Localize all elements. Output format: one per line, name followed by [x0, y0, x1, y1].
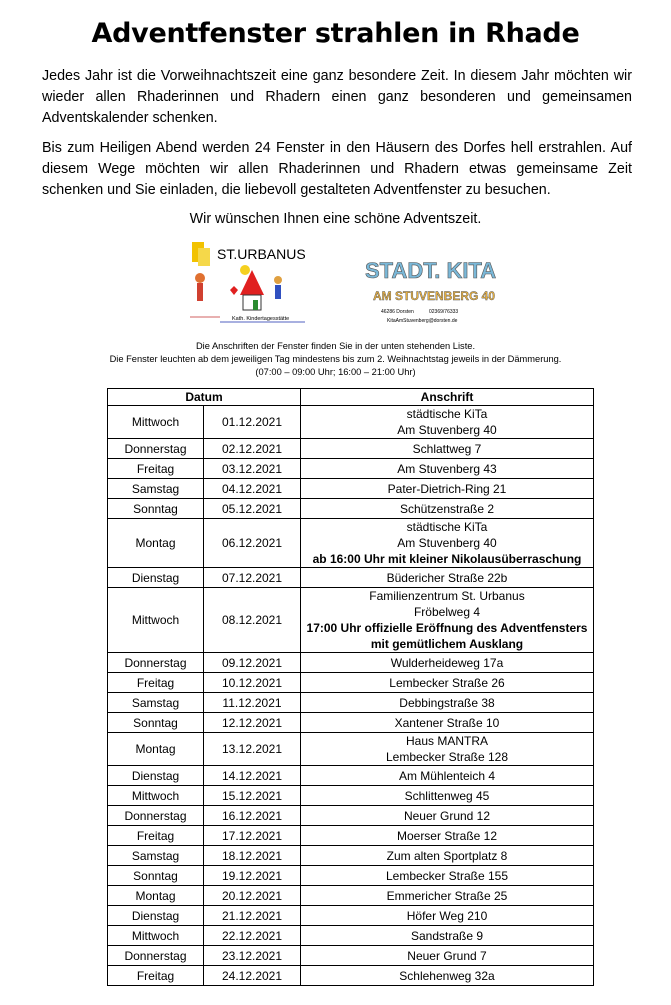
- table-row: [108, 568, 594, 588]
- address-line: Schlittenweg 45: [404, 788, 490, 803]
- address-cell: [301, 766, 594, 786]
- address-line: städtische KiTa: [406, 407, 488, 421]
- date-cell: 16.12.2021: [204, 806, 301, 826]
- day-cell: Mittwoch: [108, 406, 204, 439]
- table-row: [108, 906, 594, 926]
- day-cell: Donnerstag: [108, 946, 204, 966]
- date-cell: 04.12.2021: [204, 479, 301, 499]
- kita-logo-text: STADT. KITA: [365, 258, 497, 283]
- date-cell: 03.12.2021: [204, 459, 301, 479]
- address-line: Am Mühlenteich 4: [398, 768, 496, 783]
- table-row: [108, 693, 594, 713]
- date-cell: 07.12.2021: [204, 568, 301, 588]
- address-line: Sandstraße 9: [410, 928, 484, 943]
- date-cell: 17.12.2021: [204, 826, 301, 846]
- address-line: Am Stuvenberg 40: [397, 536, 497, 550]
- date-cell: 12.12.2021: [204, 713, 301, 733]
- date-cell: 08.12.2021: [204, 588, 301, 653]
- table-row: [108, 946, 594, 966]
- day-cell: Samstag: [108, 693, 204, 713]
- address-cell: [301, 568, 594, 588]
- table-row: [108, 826, 594, 846]
- address-line: Lembecker Straße 26: [389, 675, 505, 690]
- table-row: [108, 766, 594, 786]
- header-anschrift: Anschrift: [301, 389, 594, 406]
- day-cell: Donnerstag: [108, 439, 204, 459]
- address-line: Fröbelweg 4: [413, 605, 481, 619]
- address-cell: [301, 786, 594, 806]
- table-header-row: [108, 389, 594, 406]
- day-cell: Sonntag: [108, 499, 204, 519]
- day-cell: Dienstag: [108, 906, 204, 926]
- day-cell: Mittwoch: [108, 926, 204, 946]
- address-cell: [301, 866, 594, 886]
- notes: [0, 340, 671, 379]
- table-row: [108, 886, 594, 906]
- address-line: städtische KiTa: [406, 520, 488, 534]
- address-cell: [301, 806, 594, 826]
- address-line: Höfer Weg 210: [406, 908, 488, 923]
- kita-logo-phone: 02369/76333: [429, 309, 459, 315]
- address-line: Lembecker Straße 128: [385, 750, 509, 764]
- date-cell: 01.12.2021: [204, 406, 301, 439]
- day-cell: Montag: [108, 886, 204, 906]
- date-cell: 18.12.2021: [204, 846, 301, 866]
- day-cell: Montag: [108, 733, 204, 766]
- address-cell: [301, 826, 594, 846]
- table-row: [108, 846, 594, 866]
- address-cell: [301, 588, 594, 653]
- day-cell: Sonntag: [108, 866, 204, 886]
- address-cell: [301, 519, 594, 568]
- day-cell: Donnerstag: [108, 653, 204, 673]
- date-cell: 10.12.2021: [204, 673, 301, 693]
- date-cell: 05.12.2021: [204, 499, 301, 519]
- table-row: [108, 713, 594, 733]
- day-cell: Freitag: [108, 673, 204, 693]
- address-line: Schützenstraße 2: [399, 501, 495, 516]
- table-row: [108, 866, 594, 886]
- date-cell: 02.12.2021: [204, 439, 301, 459]
- date-cell: 15.12.2021: [204, 786, 301, 806]
- date-cell: 14.12.2021: [204, 766, 301, 786]
- date-cell: 20.12.2021: [204, 886, 301, 906]
- address-cell: [301, 946, 594, 966]
- address-cell: [301, 673, 594, 693]
- day-cell: Samstag: [108, 846, 204, 866]
- address-line: Emmericher Straße 25: [386, 888, 508, 903]
- table-row: [108, 653, 594, 673]
- table-row: [108, 673, 594, 693]
- address-line: Wulderheideweg 17a: [390, 655, 504, 670]
- address-line: Schlattweg 7: [412, 441, 482, 456]
- table-row: [108, 786, 594, 806]
- address-line: Neuer Grund 7: [407, 948, 487, 963]
- urbanus-logo-text: ST.URBANUS: [217, 246, 305, 262]
- day-cell: Mittwoch: [108, 786, 204, 806]
- note-list-info: Die Anschriften der Fenster finden Sie in der unten stehenden Liste.: [195, 341, 476, 351]
- address-cell: [301, 693, 594, 713]
- day-cell: Dienstag: [108, 568, 204, 588]
- day-cell: Sonntag: [108, 713, 204, 733]
- address-cell: [301, 886, 594, 906]
- address-line: Familienzentrum St. Urbanus: [369, 589, 525, 603]
- address-cell: [301, 499, 594, 519]
- address-cell: [301, 733, 594, 766]
- stadt-kita-logo: [363, 250, 503, 330]
- day-cell: Mittwoch: [108, 588, 204, 653]
- address-cell: [301, 926, 594, 946]
- day-cell: Montag: [108, 519, 204, 568]
- day-cell: Freitag: [108, 459, 204, 479]
- date-cell: 23.12.2021: [204, 946, 301, 966]
- address-cell: [301, 653, 594, 673]
- header-datum: Datum: [108, 389, 301, 406]
- date-cell: 11.12.2021: [204, 693, 301, 713]
- address-cell: [301, 966, 594, 986]
- table-row: [108, 588, 594, 653]
- table-row: [108, 733, 594, 766]
- date-cell: 22.12.2021: [204, 926, 301, 946]
- day-cell: Samstag: [108, 479, 204, 499]
- note-lighting-info: Die Fenster leuchten ab dem jeweiligen Tag mindestens bis zum 2. Weihnachtstag jeweils in der Dämmerung.: [109, 354, 562, 364]
- address-line: 17:00 Uhr offizielle Eröffnung des Adventfensters: [306, 621, 588, 635]
- kita-logo-line2: AM STUVENBERG 40: [373, 289, 496, 303]
- address-cell: [301, 846, 594, 866]
- table-row: [108, 406, 594, 439]
- urbanus-logo-subtitle: Kath. Kindertagesstätte: [232, 316, 290, 322]
- address-cell: [301, 479, 594, 499]
- date-cell: 09.12.2021: [204, 653, 301, 673]
- address-line: Pater-Dietrich-Ring 21: [387, 481, 507, 496]
- kita-logo-address: 46286 Dorsten: [381, 309, 414, 315]
- address-line: Neuer Grund 12: [403, 808, 491, 823]
- address-line: Lembecker Straße 155: [385, 868, 509, 883]
- day-cell: Donnerstag: [108, 806, 204, 826]
- date-cell: 13.12.2021: [204, 733, 301, 766]
- table-row: [108, 926, 594, 946]
- address-cell: [301, 406, 594, 439]
- info-paragraph: Bis zum Heiligen Abend werden 24 Fenster in den Häusern des Dorfes hell erstrahlen. Auf diesem Wege möchten wir allen Rhaderinnen und Rhadern etwas gemeinsame Zeit schenken und Sie einladen, die liebevoll gestalteten Adventfenster zu besuchen.: [42, 140, 632, 198]
- table-body: [108, 406, 594, 986]
- address-line: mit gemütlichem Ausklang: [370, 637, 524, 651]
- table-row: [108, 439, 594, 459]
- st-urbanus-logo: [190, 240, 305, 325]
- table-row: [108, 966, 594, 986]
- address-line: Zum alten Sportplatz 8: [386, 848, 508, 863]
- advent-window-table: [107, 388, 594, 986]
- day-cell: Dienstag: [108, 766, 204, 786]
- address-line: Am Stuvenberg 40: [397, 423, 497, 437]
- kita-logo-email: KitaAmStuvenberg@dorsten.de: [387, 318, 458, 324]
- address-cell: [301, 713, 594, 733]
- address-line: Moerser Straße 12: [396, 828, 498, 843]
- address-cell: [301, 439, 594, 459]
- day-cell: Freitag: [108, 966, 204, 986]
- date-cell: 24.12.2021: [204, 966, 301, 986]
- day-cell: Freitag: [108, 826, 204, 846]
- date-cell: 06.12.2021: [204, 519, 301, 568]
- intro-paragraph: Jedes Jahr ist die Vorweihnachtszeit eine ganz besondere Zeit. In diesem Jahr möchten wir wieder allen Rhaderinnen und Rhadern einen ganz besonderen und gemeinsamen Adventskalender schenken.: [42, 68, 632, 126]
- page-title: Adventfenster strahlen in Rhade: [91, 18, 580, 49]
- address-line: ab 16:00 Uhr mit kleiner Nikolausüberraschung: [312, 552, 582, 566]
- address-line: Debbingstraße 38: [399, 695, 495, 710]
- greeting: Wir wünschen Ihnen eine schöne Adventszeit.: [189, 211, 482, 227]
- table-row: [108, 519, 594, 568]
- address-cell: [301, 906, 594, 926]
- date-cell: 19.12.2021: [204, 866, 301, 886]
- note-hours: (07:00 – 09:00 Uhr; 16:00 – 21:00 Uhr): [255, 367, 416, 377]
- table-row: [108, 459, 594, 479]
- table-row: [108, 479, 594, 499]
- table-row: [108, 806, 594, 826]
- date-cell: 21.12.2021: [204, 906, 301, 926]
- address-line: Haus MANTRA: [405, 734, 488, 748]
- address-line: Xantener Straße 10: [394, 715, 500, 730]
- address-line: Am Stuvenberg 43: [397, 461, 497, 476]
- address-line: Schlehenweg 32a: [399, 968, 495, 983]
- address-cell: [301, 459, 594, 479]
- address-line: Büdericher Straße 22b: [386, 570, 508, 585]
- table-row: [108, 499, 594, 519]
